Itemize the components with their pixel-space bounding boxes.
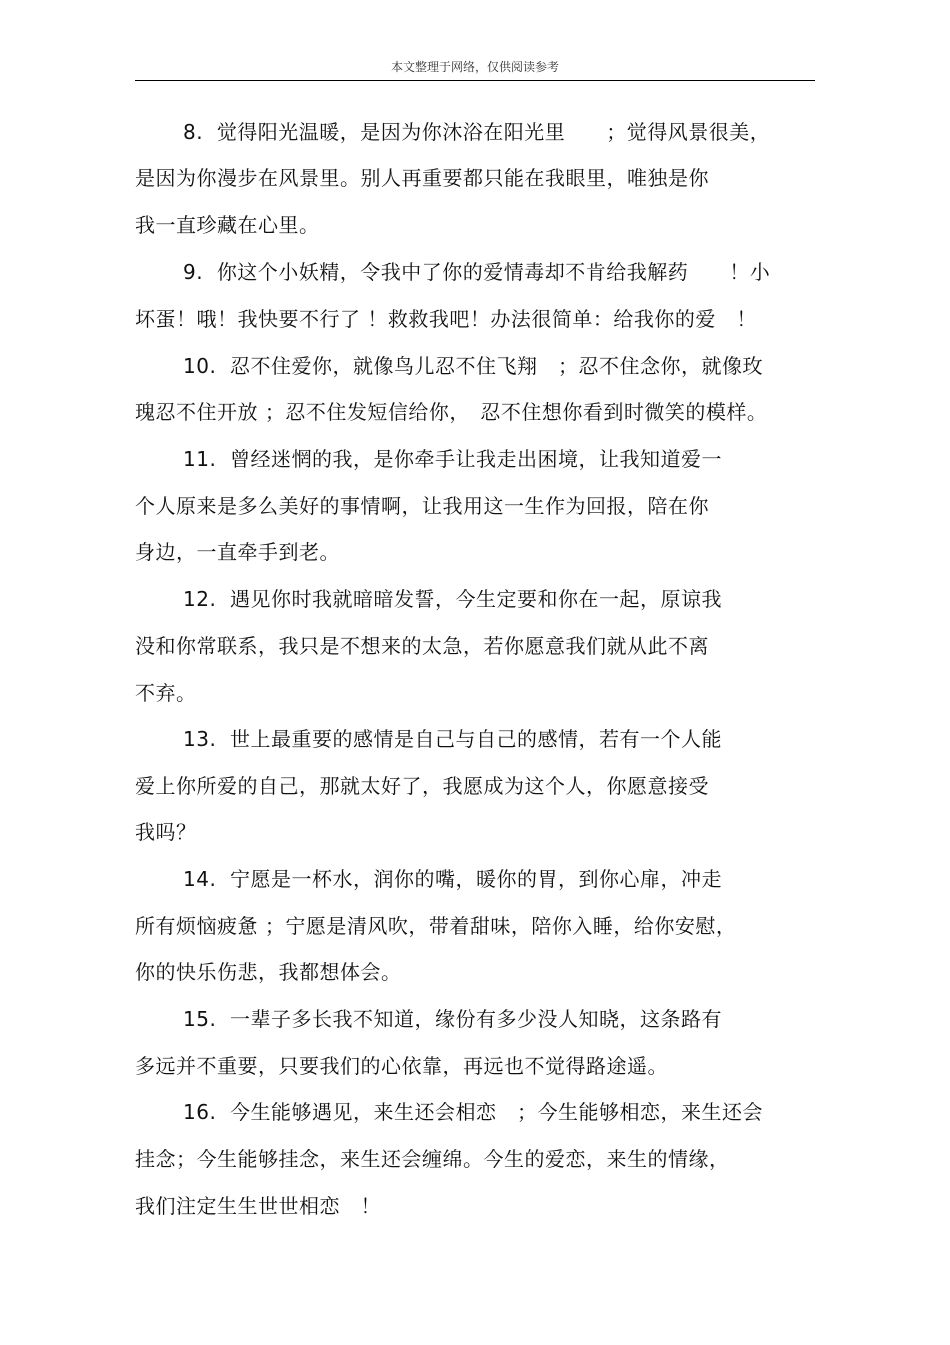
paragraph-line: 我一直珍藏在心里。 [135, 213, 320, 237]
item-number: 16. [183, 1100, 217, 1124]
paragraph-line [183, 120, 770, 144]
line-text: 忍不住爱你，就像鸟儿忍不住飞翔 ；忍不住念你，就像玫 [230, 354, 764, 378]
paragraph-line: 没和你常联系，我只是不想来的太急，若你愿意我们就从此不离 [135, 634, 709, 658]
paragraph-line: 个人原来是多么美好的事情啊，让我用这一生作为回报，陪在你 [135, 494, 709, 518]
paragraph-line: 我吗？ [135, 820, 197, 844]
paragraph-line: 你的快乐伤悲，我都想体会。 [135, 960, 402, 984]
item-number: 10. [183, 354, 217, 378]
item-number: 13. [183, 727, 217, 751]
item-number: 9. [183, 260, 204, 284]
paragraph-line [183, 587, 722, 611]
paragraph-line [183, 867, 722, 891]
item-number: 12. [183, 587, 217, 611]
paragraph-line: 坏蛋！哦！我快要不行了 ！救救我吧！办法很简单：给我你的爱 ！ [135, 307, 757, 331]
paragraph-line [183, 447, 722, 471]
paragraph-line: 所有烦恼疲惫 ；宁愿是清风吹，带着甜味，陪你入睡，给你安慰， [135, 914, 737, 938]
paragraph-line: 多远并不重要，只要我们的心依靠，再远也不觉得路途遥。 [135, 1054, 668, 1078]
page-header: 本文整理于网络，仅供阅读参考 [390, 60, 559, 74]
header-divider [135, 80, 815, 81]
paragraph-line [183, 727, 722, 751]
paragraph-line [183, 354, 763, 378]
paragraph-line [183, 1007, 722, 1031]
item-number: 11. [183, 447, 217, 471]
line-text: 遇见你时我就暗暗发誓，今生定要和你在一起，原谅我 [230, 587, 723, 611]
item-number: 15. [183, 1007, 217, 1031]
line-text: 世上最重要的感情是自己与自己的感情，若有一个人能 [230, 727, 723, 751]
line-text: 一辈子多长我不知道，缘份有多少没人知晓，这条路有 [230, 1007, 723, 1031]
paragraph-line: 身边，一直牵手到老。 [135, 540, 340, 564]
paragraph-line: 我们注定生生世世相恋 ！ [135, 1194, 381, 1218]
line-text: 你这个小妖精，令我中了你的爱情毒却不肯给我解药 ！小 [216, 260, 771, 284]
line-text: 宁愿是一杯水，润你的嘴，暖你的胃，到你心扉，冲走 [230, 867, 723, 891]
item-number: 14. [183, 867, 217, 891]
paragraph-line: 不弃。 [135, 681, 197, 705]
paragraph-line: 挂念；今生能够挂念，来生还会缠绵。今生的爱恋，来生的情缘， [135, 1147, 730, 1171]
item-number: 8. [183, 120, 204, 144]
line-text: 觉得阳光温暖，是因为你沐浴在阳光里 ；觉得风景很美， [216, 120, 771, 144]
paragraph-line [183, 260, 770, 284]
paragraph-line [183, 1100, 763, 1124]
line-text: 曾经迷惘的我，是你牵手让我走出困境，让我知道爱一 [230, 447, 723, 471]
line-text: 今生能够遇见，来生还会相恋 ；今生能够相恋，来生还会 [230, 1100, 764, 1124]
paragraph-line: 是因为你漫步在风景里。别人再重要都只能在我眼里，唯独是你 [135, 166, 709, 190]
paragraph-line: 爱上你所爱的自己，那就太好了，我愿成为这个人，你愿意接受 [135, 774, 709, 798]
paragraph-line: 瑰忍不住开放 ；忍不住发短信给你， 忍不住想你看到时微笑的模样。 [135, 400, 768, 424]
